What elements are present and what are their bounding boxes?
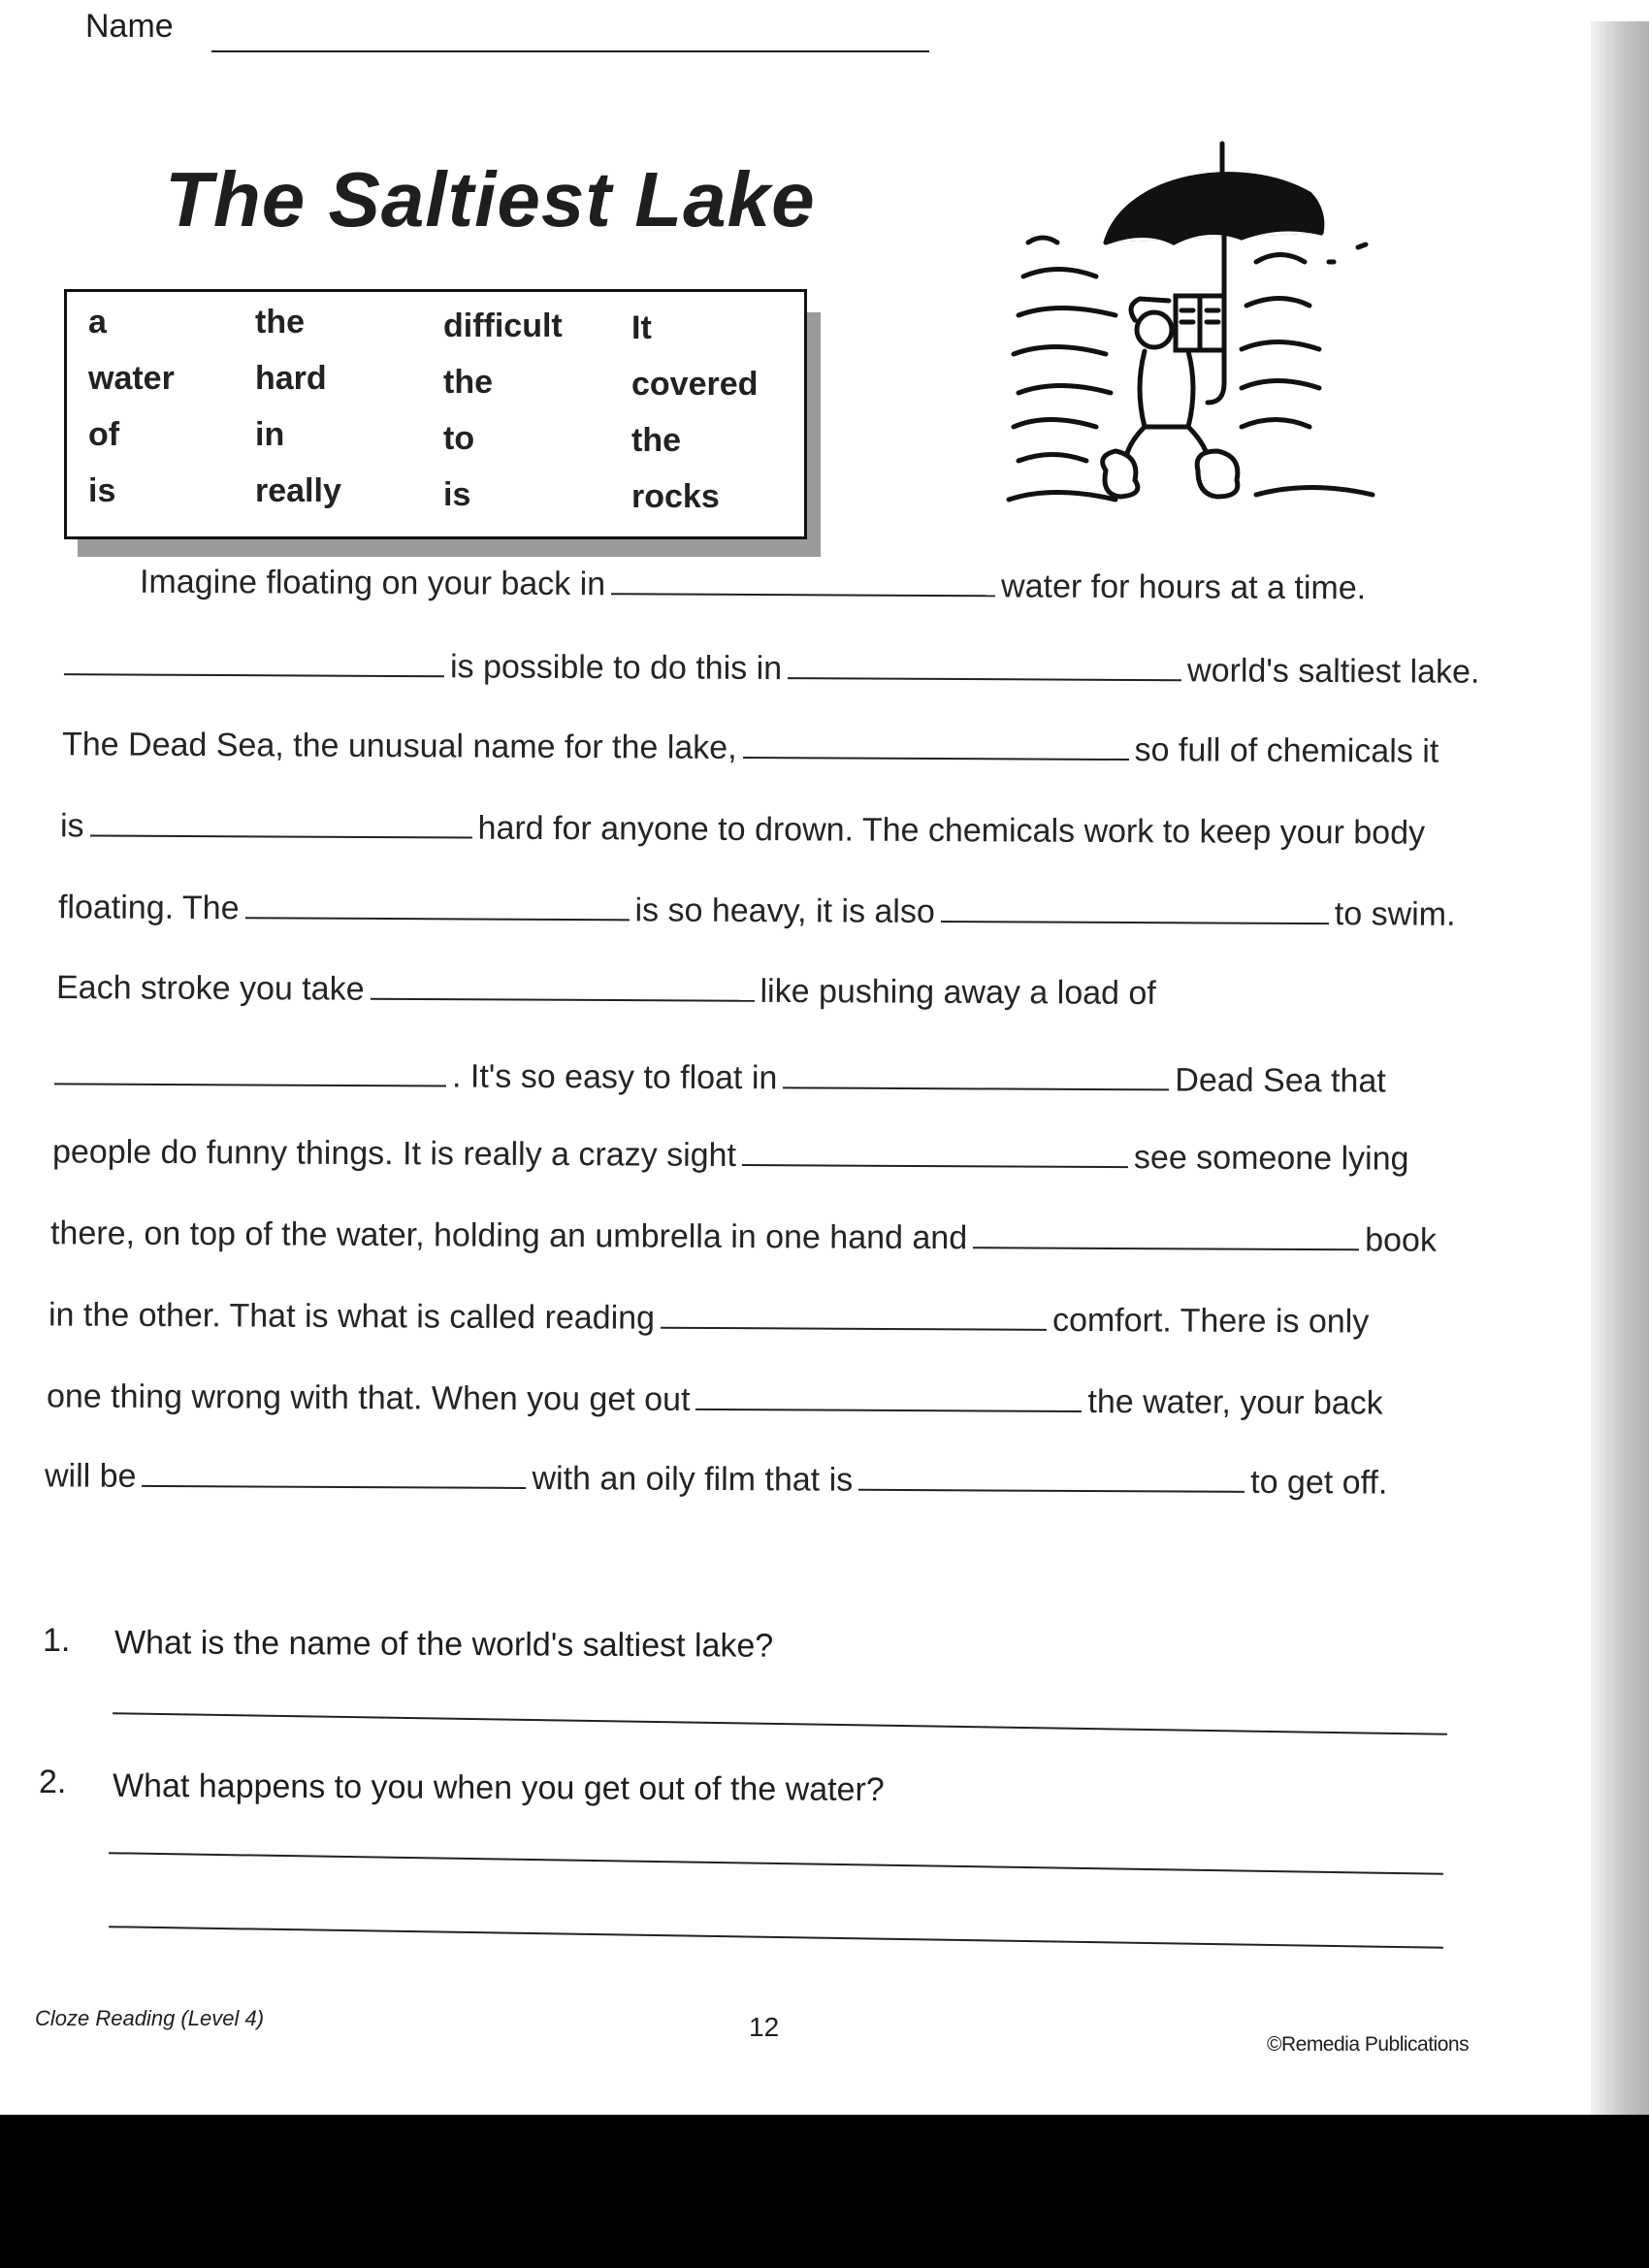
footer-series: Cloze Reading (Level 4): [35, 2006, 265, 2030]
word-bank-item: of: [88, 416, 120, 453]
passage-text: hard for anyone to drown. The chemicals work to keep your body: [477, 809, 1426, 852]
passage-text: floating. The: [57, 889, 240, 927]
cloze-blank[interactable]: [90, 833, 472, 838]
word-bank-item: It: [631, 309, 652, 346]
passage-text: water for hours at a time.: [1001, 567, 1367, 607]
cloze-blank[interactable]: [742, 1163, 1128, 1168]
passage-line: [47, 1377, 1383, 1433]
passage-line: [54, 1055, 1386, 1111]
question-number: 2.: [39, 1764, 67, 1800]
cloze-blank[interactable]: [611, 592, 995, 597]
page-title: The Saltiest Lake: [165, 156, 816, 243]
passage-text: in the other. That is what is called reading: [48, 1296, 656, 1337]
word-bank-item: difficult: [443, 308, 563, 344]
cloze-blank[interactable]: [973, 1246, 1359, 1250]
scan-bottom-band: [0, 2115, 1649, 2268]
page-edge-shadow: [1591, 21, 1649, 2115]
question-number: 1.: [43, 1622, 71, 1659]
cloze-blank[interactable]: [142, 1484, 526, 1489]
passage-text: Imagine floating on your back in: [139, 563, 606, 603]
cloze-blank[interactable]: [743, 756, 1129, 761]
word-bank-item: rocks: [631, 478, 720, 515]
passage-text: will be: [44, 1457, 137, 1495]
passage-text: book: [1365, 1221, 1437, 1259]
word-bank-item: is: [88, 472, 116, 509]
word-bank-item: hard: [255, 360, 327, 397]
passage-text: there, on top of the water, holding an umbrella in one hand and: [49, 1215, 968, 1257]
word-bank-item: a: [88, 304, 107, 340]
cloze-blank[interactable]: [244, 916, 629, 921]
passage-text: the water, your back: [1087, 1383, 1383, 1422]
cloze-blank[interactable]: [788, 676, 1181, 681]
word-bank-item: the: [443, 364, 493, 401]
footer-copyright: ©Remedia Publications: [1267, 2033, 1470, 2056]
passage-text: world's saltiest lake.: [1187, 652, 1480, 691]
cloze-blank[interactable]: [661, 1326, 1047, 1331]
passage-text: is: [59, 807, 84, 845]
passage-text: so full of chemicals it: [1134, 731, 1439, 770]
word-bank-item: water: [88, 360, 175, 397]
name-field-line[interactable]: [211, 50, 929, 52]
cloze-blank[interactable]: [64, 672, 444, 677]
passage-line: [45, 1457, 1388, 1512]
passage-line: [48, 1296, 1369, 1351]
cloze-blank[interactable]: [858, 1488, 1245, 1493]
passage-text: with an oily film that is: [532, 1460, 854, 1499]
question-text: What is the name of the world's saltiest lake?: [113, 1624, 774, 1665]
word-bank-item: the: [631, 422, 681, 459]
page-number: 12: [749, 2012, 780, 2042]
passage-line: [56, 969, 1156, 1023]
passage-text: . It's so easy to float in: [451, 1057, 778, 1097]
passage-text: Each stroke you take: [55, 969, 365, 1008]
passage-text: people do funny things. It is really a crazy sight: [51, 1133, 737, 1175]
word-bank-item: is: [443, 476, 471, 513]
passage-line: [140, 564, 1366, 619]
passage-line: [58, 889, 1456, 945]
passage-text: to swim.: [1334, 895, 1456, 933]
passage-text: Dead Sea that: [1175, 1061, 1386, 1100]
word-bank-item: in: [255, 416, 285, 453]
umbrella-reader-icon: [999, 136, 1416, 524]
passage-text: see someone lying: [1133, 1139, 1409, 1178]
name-label: Name: [85, 8, 174, 45]
passage-text: to get off.: [1250, 1463, 1388, 1502]
passage-line: [50, 1215, 1437, 1270]
passage-text: is so heavy, it is also: [634, 891, 935, 930]
passage-text: one thing wrong with that. When you get out: [46, 1377, 691, 1418]
passage-line: [52, 1133, 1409, 1188]
passage-text: The Dead Sea, the unusual name for the lake,: [61, 726, 737, 766]
passage-line: [64, 646, 1480, 702]
passage-text: comfort. There is only: [1051, 1301, 1370, 1341]
word-bank-item: covered: [631, 366, 759, 403]
page-edge-line: [1606, 21, 1612, 2115]
cloze-blank[interactable]: [370, 997, 754, 1002]
passage-text: like pushing away a load of: [760, 972, 1156, 1012]
cloze-blank[interactable]: [695, 1408, 1082, 1412]
word-bank-item: the: [255, 304, 305, 340]
passage-text: is possible to do this in: [449, 648, 783, 688]
word-bank-item: to: [443, 420, 475, 457]
cloze-blank[interactable]: [941, 920, 1329, 924]
passage-line: [62, 726, 1439, 781]
cloze-blank[interactable]: [783, 1085, 1169, 1090]
word-bank-item: really: [255, 472, 341, 509]
question-text: What happens to you when you get out of the water?: [112, 1766, 885, 1809]
cloze-blank[interactable]: [54, 1082, 446, 1086]
passage-line: [60, 807, 1425, 862]
word-bank: [64, 289, 807, 539]
